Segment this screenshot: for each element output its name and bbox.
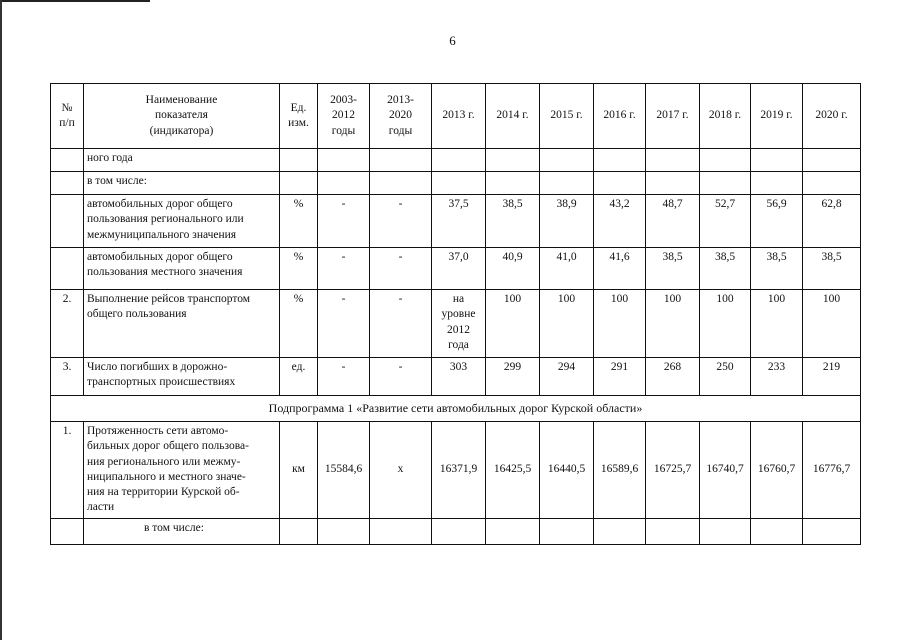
table-row bbox=[51, 518, 861, 544]
value-2019: 16760,7 bbox=[751, 422, 803, 519]
header-name: Наименование показателя (индикатора) bbox=[84, 84, 280, 149]
corner-rule bbox=[0, 0, 150, 2]
row-num: 2. bbox=[51, 290, 84, 358]
row-num bbox=[51, 518, 84, 544]
value-2018 bbox=[700, 172, 751, 195]
value-2013 bbox=[432, 518, 486, 544]
value-2016 bbox=[594, 518, 646, 544]
header-year-2014: 2014 г. bbox=[486, 84, 540, 149]
unit-cell: % bbox=[280, 290, 318, 358]
unit-cell bbox=[280, 518, 318, 544]
value-2016: 41,6 bbox=[594, 248, 646, 290]
value-2013: 303 bbox=[432, 358, 486, 396]
period-2013-2020-value bbox=[370, 172, 432, 195]
value-2019: 56,9 bbox=[751, 195, 803, 248]
indicator-name: в том числе: bbox=[84, 172, 280, 195]
value-2016: 291 bbox=[594, 358, 646, 396]
header-year-2013: 2013 г. bbox=[432, 84, 486, 149]
value-2014: 16425,5 bbox=[486, 422, 540, 519]
table-row bbox=[51, 422, 861, 519]
indicator-name: Протяженность сети автомо- бильных дорог общего пользова- ния регионального или межму- ниципального и местного значе- ния на территории Курской об- ласти bbox=[84, 422, 280, 519]
header-year-2017: 2017 г. bbox=[646, 84, 700, 149]
header-unit: Ед. изм. bbox=[280, 84, 318, 149]
value-2016 bbox=[594, 149, 646, 172]
period-2013-2020-value: - bbox=[370, 195, 432, 248]
indicator-name: Число погибших в дорожно- транспортных происшествиях bbox=[84, 358, 280, 396]
value-2016: 100 bbox=[594, 290, 646, 358]
value-2013 bbox=[432, 172, 486, 195]
value-2014: 299 bbox=[486, 358, 540, 396]
period-2003-2012-value bbox=[318, 518, 370, 544]
indicator-name: ного года bbox=[84, 149, 280, 172]
value-2015: 41,0 bbox=[540, 248, 594, 290]
value-2019: 38,5 bbox=[751, 248, 803, 290]
indicator-name: в том числе: bbox=[84, 518, 280, 544]
header-year-2018: 2018 г. bbox=[700, 84, 751, 149]
value-2014: 38,5 bbox=[486, 195, 540, 248]
unit-cell: % bbox=[280, 248, 318, 290]
period-2013-2020-value: - bbox=[370, 358, 432, 396]
period-2013-2020-value: - bbox=[370, 290, 432, 358]
header-period-2013-2020: 2013- 2020 годы bbox=[370, 84, 432, 149]
value-2020 bbox=[803, 172, 861, 195]
period-2003-2012-value: - bbox=[318, 290, 370, 358]
value-2013: 37,0 bbox=[432, 248, 486, 290]
value-2019: 100 bbox=[751, 290, 803, 358]
value-2014 bbox=[486, 518, 540, 544]
value-2015 bbox=[540, 518, 594, 544]
value-2018: 38,5 bbox=[700, 248, 751, 290]
period-2013-2020-value: х bbox=[370, 422, 432, 519]
period-2013-2020-value bbox=[370, 149, 432, 172]
value-2016 bbox=[594, 172, 646, 195]
value-2013: 16371,9 bbox=[432, 422, 486, 519]
value-2015 bbox=[540, 172, 594, 195]
value-2018 bbox=[700, 149, 751, 172]
table-row bbox=[51, 248, 861, 290]
page-number: 6 bbox=[449, 33, 456, 48]
value-2017: 48,7 bbox=[646, 195, 700, 248]
value-2014 bbox=[486, 172, 540, 195]
value-2020: 38,5 bbox=[803, 248, 861, 290]
value-2016: 16589,6 bbox=[594, 422, 646, 519]
value-2018: 250 bbox=[700, 358, 751, 396]
value-2018: 100 bbox=[700, 290, 751, 358]
value-2017: 38,5 bbox=[646, 248, 700, 290]
value-2015: 294 bbox=[540, 358, 594, 396]
header-year-2015: 2015 г. bbox=[540, 84, 594, 149]
header-year-2016: 2016 г. bbox=[594, 84, 646, 149]
period-2003-2012-value bbox=[318, 149, 370, 172]
value-2013: на уровне 2012 года bbox=[432, 290, 486, 358]
unit-cell: км bbox=[280, 422, 318, 519]
unit-cell: % bbox=[280, 195, 318, 248]
value-2018 bbox=[700, 518, 751, 544]
row-num bbox=[51, 149, 84, 172]
value-2013: 37,5 bbox=[432, 195, 486, 248]
value-2017: 100 bbox=[646, 290, 700, 358]
value-2017 bbox=[646, 518, 700, 544]
header-year-2019: 2019 г. bbox=[751, 84, 803, 149]
header-num: № п/п bbox=[51, 84, 84, 149]
value-2020: 219 bbox=[803, 358, 861, 396]
row-num bbox=[51, 195, 84, 248]
value-2013 bbox=[432, 149, 486, 172]
period-2003-2012-value: - bbox=[318, 248, 370, 290]
table-row bbox=[51, 172, 861, 195]
value-2020: 16776,7 bbox=[803, 422, 861, 519]
period-2003-2012-value: - bbox=[318, 195, 370, 248]
value-2020: 62,8 bbox=[803, 195, 861, 248]
value-2020 bbox=[803, 518, 861, 544]
section-title-row bbox=[51, 396, 861, 422]
header-year-2020: 2020 г. bbox=[803, 84, 861, 149]
value-2019 bbox=[751, 149, 803, 172]
period-2013-2020-value bbox=[370, 518, 432, 544]
value-2015: 16440,5 bbox=[540, 422, 594, 519]
indicator-name: Выполнение рейсов транспортом общего пользования bbox=[84, 290, 280, 358]
table-row bbox=[51, 290, 861, 358]
period-2003-2012-value: - bbox=[318, 358, 370, 396]
unit-cell: ед. bbox=[280, 358, 318, 396]
table-header-row bbox=[51, 84, 861, 149]
header-period-2003-2012: 2003- 2012 годы bbox=[318, 84, 370, 149]
table-row bbox=[51, 358, 861, 396]
value-2019: 233 bbox=[751, 358, 803, 396]
unit-cell bbox=[280, 149, 318, 172]
value-2014 bbox=[486, 149, 540, 172]
value-2018: 16740,7 bbox=[700, 422, 751, 519]
unit-cell bbox=[280, 172, 318, 195]
row-num bbox=[51, 172, 84, 195]
period-2003-2012-value bbox=[318, 172, 370, 195]
row-num: 3. bbox=[51, 358, 84, 396]
left-page-edge bbox=[0, 0, 2, 640]
value-2017 bbox=[646, 149, 700, 172]
value-2017: 268 bbox=[646, 358, 700, 396]
value-2017 bbox=[646, 172, 700, 195]
value-2014: 100 bbox=[486, 290, 540, 358]
value-2015 bbox=[540, 149, 594, 172]
value-2019 bbox=[751, 518, 803, 544]
value-2015: 38,9 bbox=[540, 195, 594, 248]
table-row bbox=[51, 149, 861, 172]
period-2003-2012-value: 15584,6 bbox=[318, 422, 370, 519]
period-2013-2020-value: - bbox=[370, 248, 432, 290]
indicator-name: автомобильных дорог общего пользования регионального или межмуниципального значения bbox=[84, 195, 280, 248]
subprogram-title: Подпрограмма 1 «Развитие сети автомобильных дорог Курской области» bbox=[51, 396, 861, 422]
value-2020 bbox=[803, 149, 861, 172]
row-num: 1. bbox=[51, 422, 84, 519]
value-2020: 100 bbox=[803, 290, 861, 358]
value-2014: 40,9 bbox=[486, 248, 540, 290]
value-2016: 43,2 bbox=[594, 195, 646, 248]
indicator-name: автомобильных дорог общего пользования местного значения bbox=[84, 248, 280, 290]
row-num bbox=[51, 248, 84, 290]
value-2018: 52,7 bbox=[700, 195, 751, 248]
table-row bbox=[51, 195, 861, 248]
value-2017: 16725,7 bbox=[646, 422, 700, 519]
value-2015: 100 bbox=[540, 290, 594, 358]
indicators-table bbox=[50, 83, 861, 545]
value-2019 bbox=[751, 172, 803, 195]
